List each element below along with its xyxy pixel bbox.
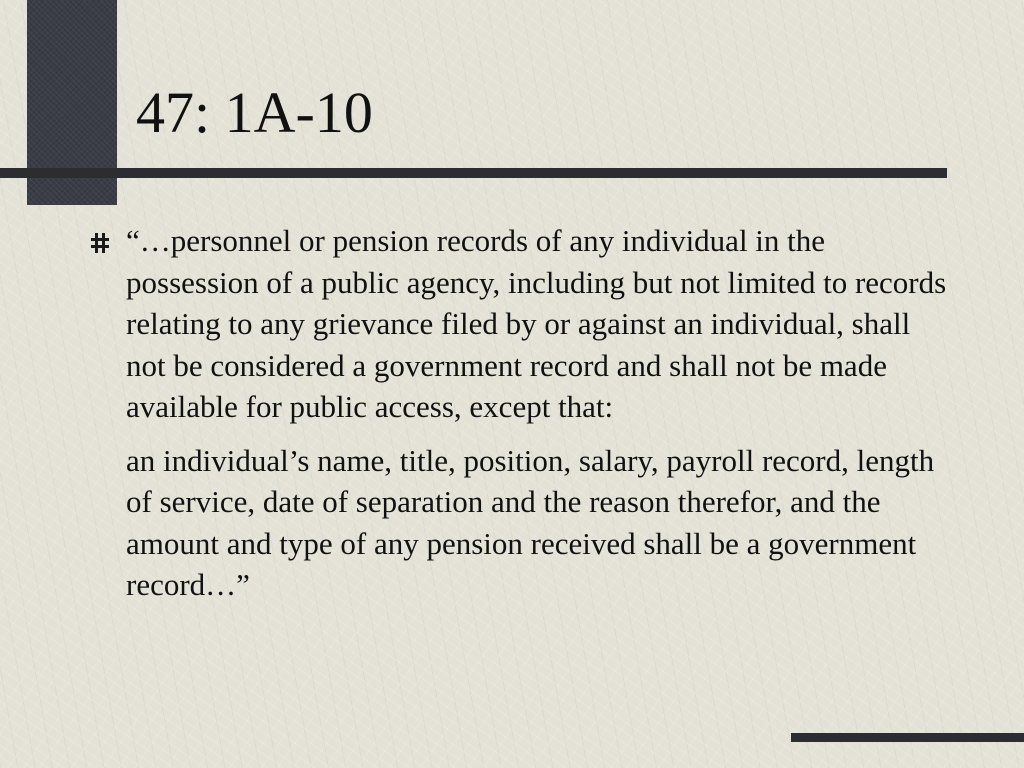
exception-paragraph: an individual’s name, title, position, salary, payroll record, length of service, date of separation and the reason therefor, and the amount and type of any pension received shall be a government record…” (126, 442, 935, 602)
title-divider (0, 168, 947, 178)
slide-title: 47: 1A-10 (136, 80, 373, 145)
hash-bullet-icon (90, 232, 110, 254)
quote-paragraph: “…personnel or pension records of any individual in the possession of a public agency, including but not limited to records relating to any grievance filed by or against an individual, shall not be considered a government record and shall not be made available for public access, except that: (126, 223, 947, 424)
footer-divider (791, 733, 1024, 742)
slide-body (126, 220, 956, 606)
